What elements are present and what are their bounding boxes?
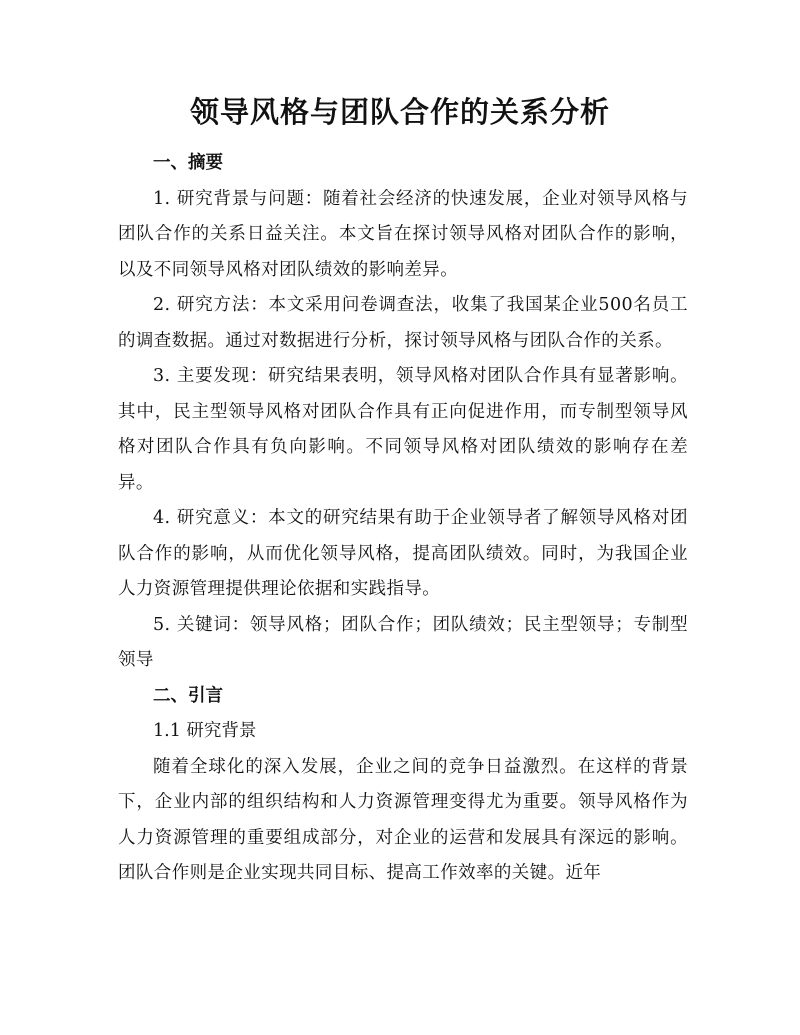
document-title: 领导风格与团队合作的关系分析 [189,95,610,129]
document-body [118,146,688,892]
abstract-item-1: 1. 研究背景与问题：随着社会经济的快速发展，企业对领导风格与团队合作的关系日益关注。本文旨在探讨领导风格对团队合作的影响，以及不同领导风格对团队绩效的影响差异。 [118,188,688,280]
abstract-item-5: 5. 关键词：领导风格；团队合作；团队绩效；民主型领导；专制型领导 [118,614,688,670]
intro-paragraph: 随着全球化的深入发展，企业之间的竞争日益激烈。在这样的背景下，企业内部的组织结构和人力资源管理变得尤为重要。领导风格作为人力资源管理的重要组成部分，对企业的运营和发展具有深远的影响。团队合作则是企业实现共同目标、提高工作效率的关键。近年 [118,756,688,883]
intro-heading: 二、引言 [153,685,223,706]
abstract-heading: 一、摘要 [153,153,223,173]
abstract-item-4: 4. 研究意义：本文的研究结果有助于企业领导者了解领导风格对团队合作的影响，从而优化领导风格，提高团队绩效。同时，为我国企业人力资源管理提供理论依据和实践指导。 [118,508,688,599]
intro-subheading: 1.1 研究背景 [153,721,257,741]
abstract-item-3: 3. 主要发现：研究结果表明，领导风格对团队合作具有显著影响。其中，民主型领导风格对团队合作具有正向促进作用，而专制型领导风格对团队合作具有负向影响。不同领导风格对团队绩效的影响存在差异。 [118,366,688,493]
abstract-item-2: 2. 研究方法：本文采用问卷调查法，收集了我国某企业500名员工的调查数据。通过对数据进行分析，探讨领导风格与团队合作的关系。 [118,295,688,351]
